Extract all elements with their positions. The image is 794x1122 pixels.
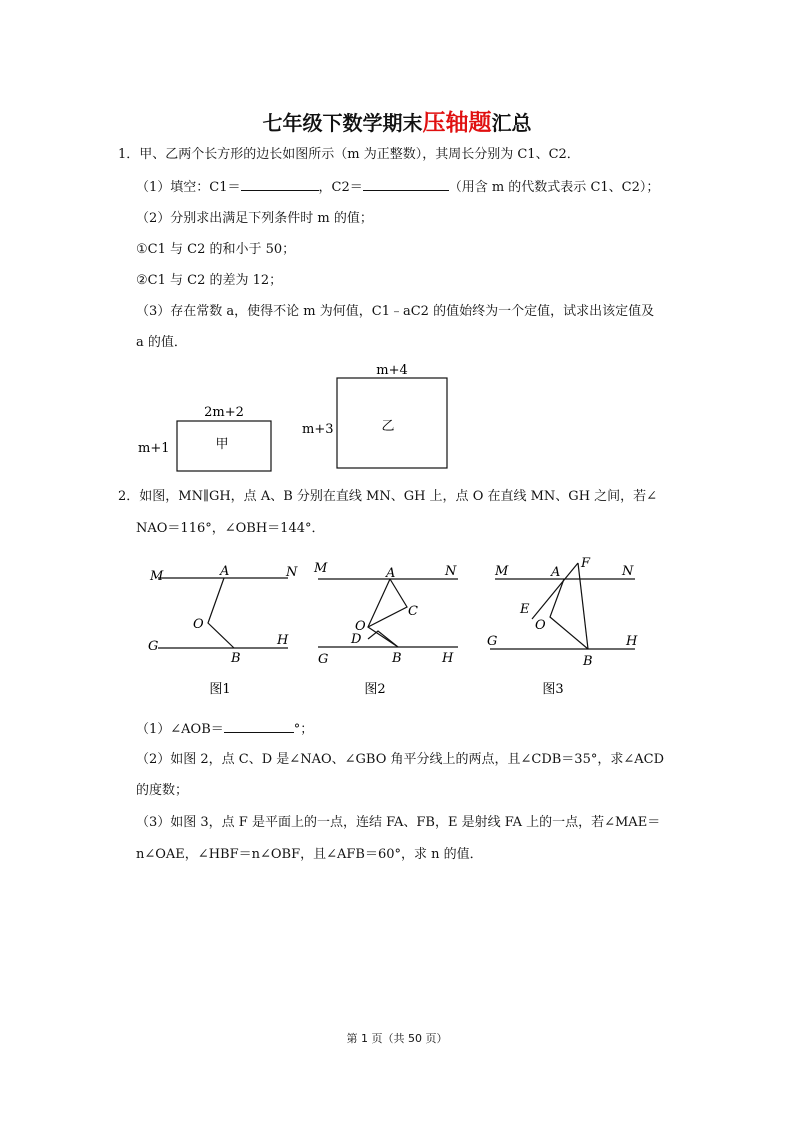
fig1-label-A: A	[220, 564, 230, 579]
fig3-label-M: M	[495, 564, 509, 579]
figure-1	[148, 564, 298, 666]
title-suffix: 汇总	[491, 111, 532, 135]
fig3-label-G: G	[487, 634, 498, 649]
page-title	[0, 104, 794, 137]
q1-part1-mid: ，C2＝	[318, 180, 363, 195]
fig1-label-M: M	[150, 569, 164, 584]
fig2-label-G: G	[318, 652, 329, 667]
fig3-label-N: N	[622, 564, 634, 579]
fig2-label-O: O	[355, 619, 366, 634]
fig3-label-H: H	[626, 634, 638, 649]
q2-stem-line2: NAO＝116°，∠OBH＝144°．	[136, 521, 325, 536]
q1-part1-prefix: （1）填空：C1＝	[136, 180, 241, 195]
q2-blank-aob	[224, 720, 294, 733]
fig2-label-H: H	[442, 651, 454, 666]
q2-part2-line2: 的度数；	[136, 783, 189, 798]
q1-sub1: ①C1 与 C2 的和小于 50；	[136, 242, 296, 257]
fig2-label-A: A	[386, 566, 396, 581]
q2-part3-line1: （3）如图 3，点 F 是平面上的一点，连结 FA、FB，E 是射线 FA 上的一点，若∠MAE＝	[136, 815, 661, 830]
fig2-label-N: N	[445, 564, 457, 579]
q2-figures	[140, 555, 660, 705]
fig1-caption: 图1	[209, 682, 231, 697]
rect-yi-top-label: m+4	[376, 363, 408, 378]
q1-part2: （2）分别求出满足下列条件时 m 的值；	[136, 211, 373, 226]
q1-part3-line1: （3）存在常数 a，使得不论 m 为何值，C1﹣aC2 的值始终为一个定值，试求出该定值及	[136, 304, 655, 319]
q2-part3-line2: n∠OAE，∠HBF＝n∠OBF，且∠AFB＝60°，求 n 的值．	[136, 847, 483, 862]
figure-3	[487, 556, 638, 669]
fig3-label-E: E	[520, 602, 530, 617]
rect-yi-side-label: m+3	[302, 422, 334, 437]
rect-yi-name: 乙	[381, 419, 395, 434]
fig2-label-B: B	[392, 651, 402, 666]
q1-part1-suffix: （用含 m 的代数式表示 C1、C2）；	[448, 180, 660, 195]
fig2-label-C: C	[408, 604, 418, 619]
q2-part1-suffix: °；	[293, 722, 314, 737]
fig1-label-H: H	[277, 633, 289, 648]
fig1-label-B: B	[231, 651, 241, 666]
q1-part1	[136, 178, 659, 197]
q1-part3-line2: a 的值．	[136, 335, 187, 350]
page-footer: 第 1 页（共 50 页）	[346, 1032, 448, 1045]
fig3-label-A: A	[551, 565, 561, 580]
q1-stem: 1．甲、乙两个长方形的边长如图所示（m 为正整数），其周长分别为 C1、C2．	[118, 147, 580, 162]
rect-jia-side-label: m+1	[138, 441, 170, 456]
fig2-label-D: D	[351, 632, 362, 647]
q2-part1-prefix: （1）∠AOB＝	[136, 722, 224, 737]
q1-sub2: ②C1 与 C2 的差为 12；	[136, 273, 283, 288]
fig3-label-O: O	[535, 618, 546, 633]
q1-figure	[130, 360, 460, 475]
fig2-caption: 图2	[364, 682, 386, 697]
rect-jia-name: 甲	[215, 437, 229, 452]
fig3-label-F: F	[581, 556, 591, 571]
fig1-label-G: G	[148, 639, 159, 654]
fig3-caption: 图3	[542, 682, 564, 697]
q2-part1	[136, 720, 313, 739]
rect-jia-top-label: 2m+2	[204, 405, 244, 420]
fig1-label-O: O	[193, 617, 204, 632]
title-highlight: 压轴题	[422, 110, 492, 136]
q1-blank-c2	[363, 178, 449, 191]
figure-2	[313, 561, 458, 667]
q2-stem-line1: 2．如图，MN∥GH，点 A、B 分别在直线 MN、GH 上，点 O 在直线 MN、GH 之间，若∠	[118, 489, 658, 504]
fig1-label-N: N	[286, 565, 298, 580]
q1-blank-c1	[241, 178, 319, 191]
fig3-label-B: B	[583, 654, 593, 669]
fig2-label-M: M	[314, 561, 328, 576]
title-prefix: 七年级下数学期末	[262, 111, 423, 135]
q2-part2-line1: （2）如图 2，点 C、D 是∠NAO、∠GBO 角平分线上的两点，且∠CDB＝35°，求∠ACD	[136, 752, 664, 767]
